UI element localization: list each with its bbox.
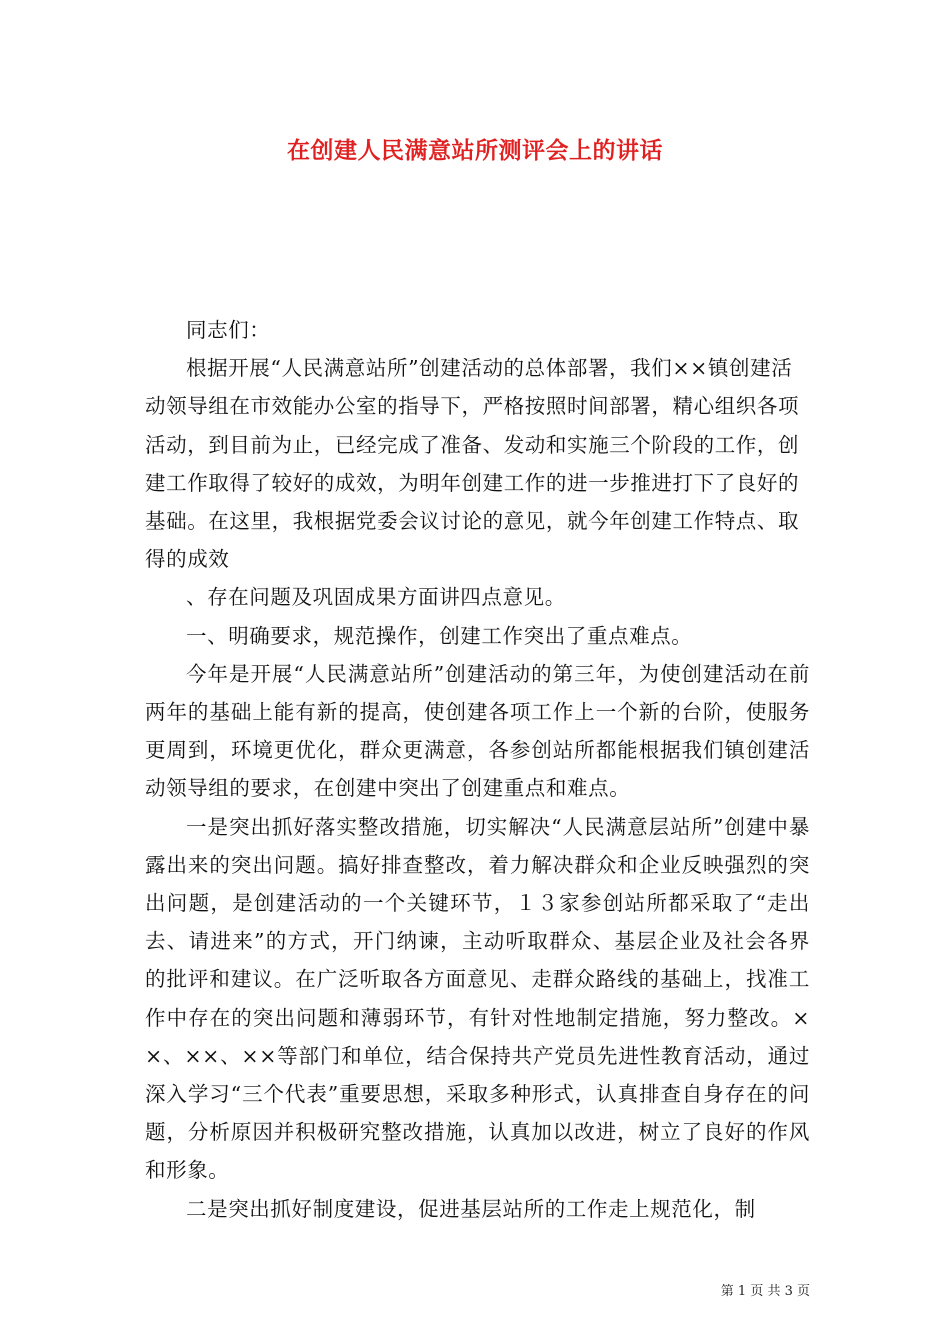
page-number: 第 1 页 共 3 页 [720, 1284, 810, 1299]
intro-paragraph: 根据开展“人民满意站所”创建活动的总体部署，我们××镇创建活动领导组在市效能办公室的指导下，严格按照时间部署，精心组织各项活动，到目前为止，已经完成了准备、发动和实施三个阶段的工作，创建工作取得了较好的成效，为明年创建工作的进一步推进打下了良好的基础。在这里，我根据党委会议讨论的意见，就今年创建工作特点、取得的成效 [145, 356, 800, 572]
section-1-paragraph: 今年是开展“人民满意站所”创建活动的第三年，为使创建活动在前两年的基础上能有新的提高，使创建各项工作上一个新的台阶，使服务更周到，环境更优化，群众更满意，各参创站所都能根据我们镇创建活动领导组的要求，在创建中突出了创建重点和难点。 [145, 661, 810, 801]
point-2-paragraph: 二是突出抓好制度建设，促进基层站所的工作走上规范化，制 [186, 1196, 756, 1221]
section-heading-1: 一、明确要求，规范操作，创建工作突出了重点难点。 [186, 623, 693, 648]
document-body [145, 311, 810, 1228]
intro-continuation-paragraph: 、存在问题及巩固成果方面讲四点意见。 [186, 585, 566, 610]
document-title: 在创建人民满意站所测评会上的讲话 [287, 137, 663, 164]
salutation-paragraph: 同志们： [186, 318, 271, 342]
point-1-paragraph: 一是突出抓好落实整改措施，切实解决“人民满意层站所”创建中暴露出来的突出问题。搞好排查整改，着力解决群众和企业反映强烈的突出问题，是创建活动的一个关键环节，１３家参创站所都采取了“走出去、请进来”的方式，开门纳谏，主动听取群众、基层企业及社会各界的批评和建议。在广泛听取各方面意见、走群众路线的基础上，找准工作中存在的突出问题和薄弱环节，有针对性地制定措施，努力整改。××、××、××等部门和单位，结合保持共产党员先进性教育活动，通过深入学习“三个代表”重要思想，采取多种形式，认真排查自身存在的问题，分析原因并积极研究整改措施，认真加以改进，树立了良好的作风和形象。 [145, 814, 810, 1183]
